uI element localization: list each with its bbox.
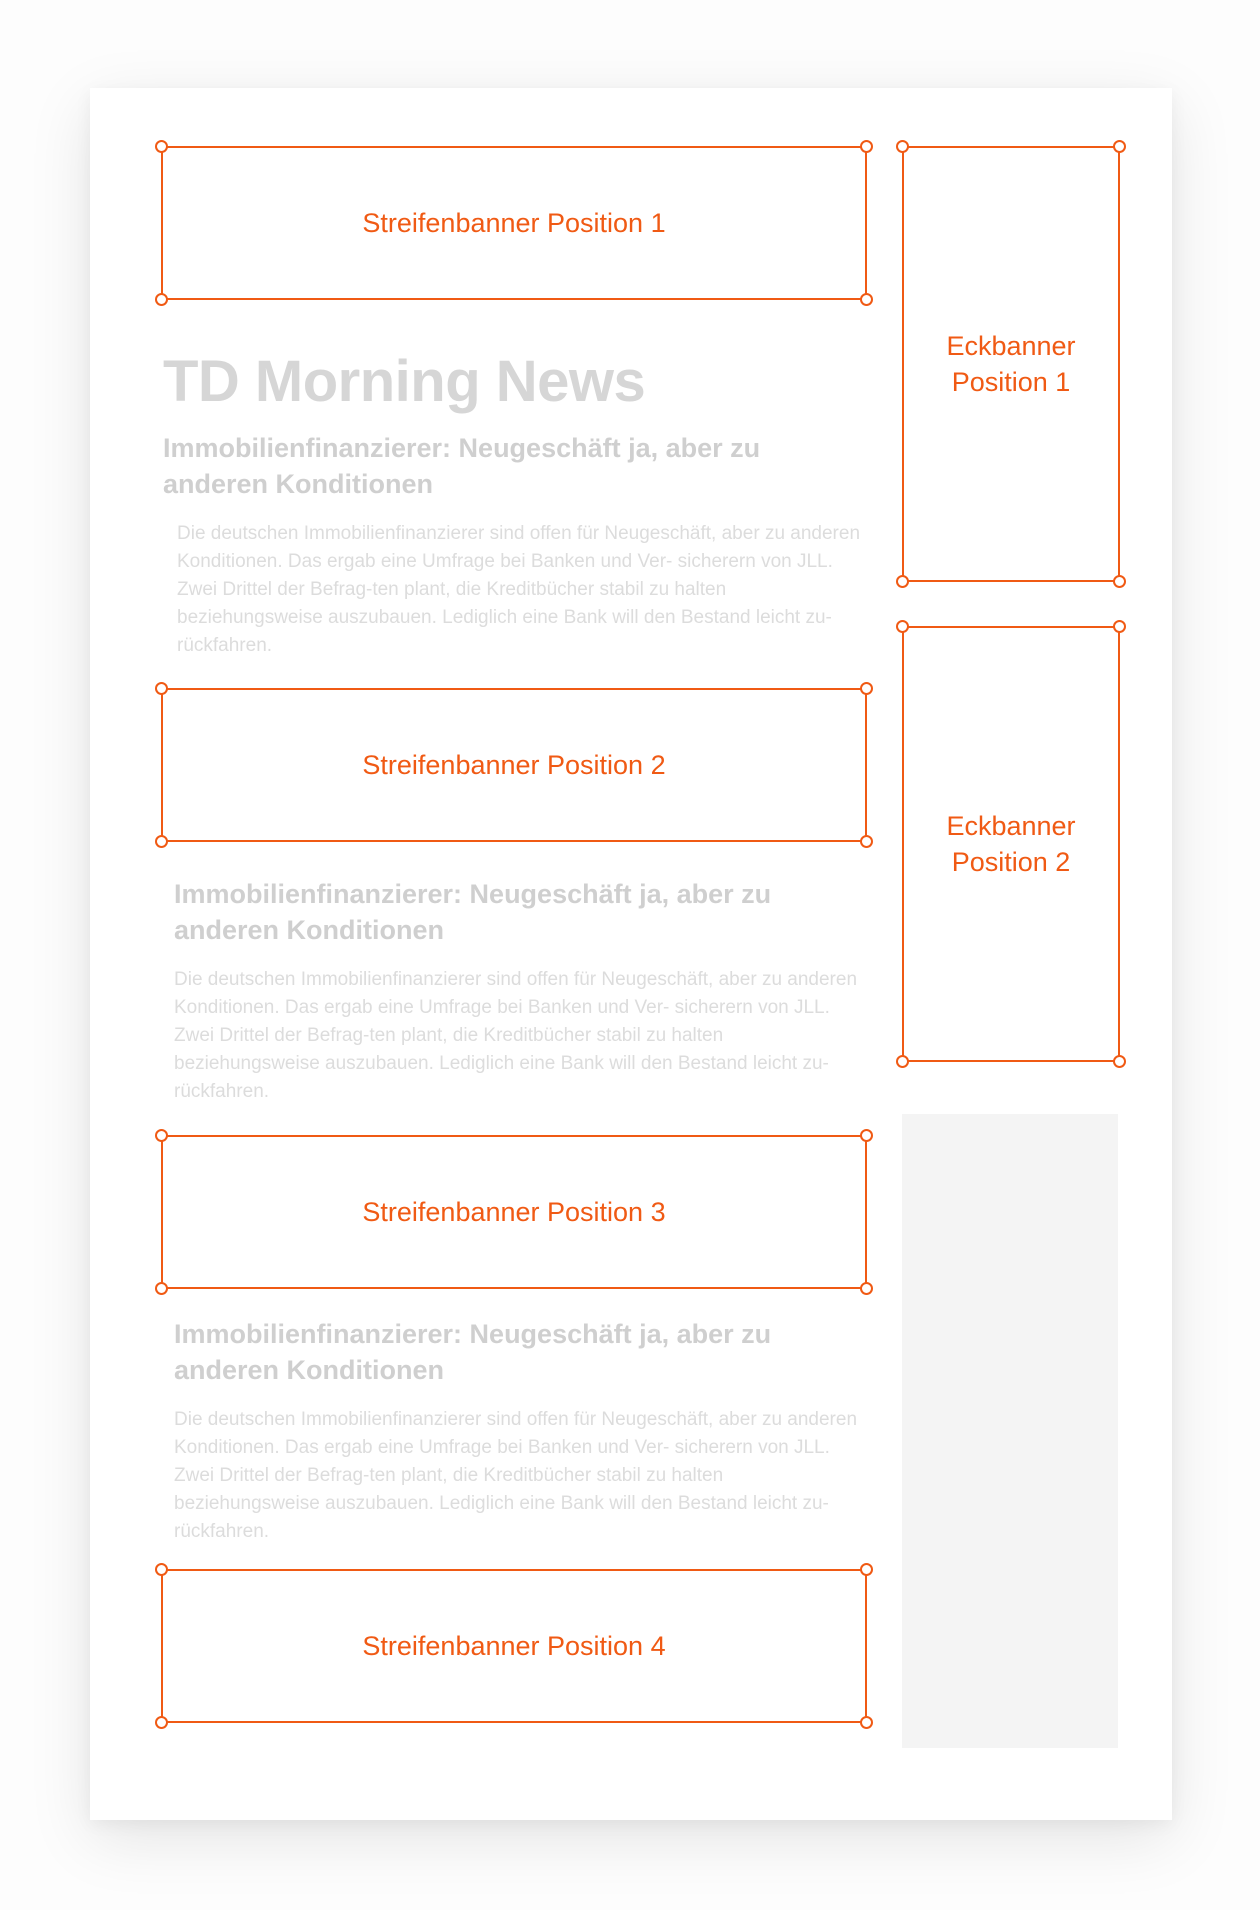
resize-handle[interactable]	[860, 682, 873, 695]
strip-banner-label: Streifenbanner Position 2	[362, 750, 666, 780]
resize-handle[interactable]	[155, 1716, 168, 1729]
body-line: den Bestand leicht zu-rückfahren.	[174, 1493, 829, 1542]
article-3	[174, 1316, 874, 1546]
body-line: Die deutschen Immobilienfinanzierer sind offen für Neugeschäft, aber	[174, 969, 757, 990]
strip-banner-label: Streifenbanner Position 4	[362, 1631, 666, 1661]
resize-handle[interactable]	[860, 140, 873, 153]
article-headline	[163, 430, 863, 502]
strip-banner-3[interactable]	[161, 1135, 867, 1289]
headline-line: anderen Konditionen	[163, 469, 433, 499]
body-line: sicherern von JLL. Zwei Drittel der Befrag-ten plant, die Kreditbücher	[174, 997, 830, 1046]
headline-line: Immobilienfinanzierer: Neugeschäft ja, aber zu	[174, 879, 772, 909]
strip-banner-2[interactable]	[161, 688, 867, 842]
body-line: zu anderen Konditionen. Das ergab eine Umfrage bei Banken und Ver-	[174, 969, 858, 1018]
empty-banner-slot	[902, 1114, 1118, 1748]
body-line: stabil zu halten beziehungsweise auszubauen. Lediglich eine Bank will	[174, 1025, 724, 1074]
body-line: stabil zu halten beziehungsweise auszubauen. Lediglich eine Bank will	[174, 1465, 724, 1514]
resize-handle[interactable]	[155, 1282, 168, 1295]
corner-banner-label-line2: Position 1	[951, 367, 1071, 397]
article-body	[174, 966, 874, 1106]
body-line: stabil zu halten beziehungsweise auszubauen. Lediglich eine Bank will	[177, 579, 727, 628]
resize-handle[interactable]	[860, 835, 873, 848]
body-line: zu anderen Konditionen. Das ergab eine Umfrage bei Banken und Ver-	[177, 523, 861, 572]
newsletter-page	[90, 88, 1172, 1820]
resize-handle[interactable]	[1113, 620, 1126, 633]
strip-banner-label: Streifenbanner Position 1	[362, 208, 666, 238]
strip-banner-4[interactable]	[161, 1569, 867, 1723]
resize-handle[interactable]	[896, 620, 909, 633]
corner-banner-1[interactable]	[902, 146, 1120, 582]
strip-banner-label: Streifenbanner Position 3	[362, 1197, 666, 1227]
resize-handle[interactable]	[1113, 1055, 1126, 1068]
resize-handle[interactable]	[155, 682, 168, 695]
article-headline	[174, 1316, 874, 1388]
resize-handle[interactable]	[860, 1282, 873, 1295]
corner-banner-label-line1: Eckbanner	[946, 811, 1076, 841]
resize-handle[interactable]	[896, 575, 909, 588]
body-line: sicherern von JLL. Zwei Drittel der Befrag-ten plant, die Kreditbücher	[177, 551, 833, 600]
body-line: den Bestand leicht zu-rückfahren.	[177, 607, 832, 656]
corner-banner-label-line1: Eckbanner	[946, 331, 1076, 361]
article-body	[177, 520, 863, 660]
corner-banner-label-line2: Position 2	[951, 847, 1071, 877]
corner-banner-2[interactable]	[902, 626, 1120, 1062]
page-title: TD Morning News	[163, 349, 646, 414]
article-body	[174, 1406, 874, 1546]
body-line: zu anderen Konditionen. Das ergab eine Umfrage bei Banken und Ver-	[174, 1409, 858, 1458]
headline-line: anderen Konditionen	[174, 915, 444, 945]
resize-handle[interactable]	[860, 1129, 873, 1142]
corner-banner-label	[931, 808, 1091, 880]
resize-handle[interactable]	[860, 1716, 873, 1729]
resize-handle[interactable]	[155, 140, 168, 153]
resize-handle[interactable]	[155, 1129, 168, 1142]
resize-handle[interactable]	[896, 1055, 909, 1068]
strip-banner-1[interactable]	[161, 146, 867, 300]
resize-handle[interactable]	[1113, 140, 1126, 153]
headline-line: Immobilienfinanzierer: Neugeschäft ja, aber zu	[174, 1319, 772, 1349]
resize-handle[interactable]	[155, 1563, 168, 1576]
article-headline	[174, 876, 874, 948]
article-2	[174, 876, 874, 1106]
article-1	[163, 430, 863, 660]
resize-handle[interactable]	[860, 1563, 873, 1576]
headline-line: anderen Konditionen	[174, 1355, 444, 1385]
body-line: Die deutschen Immobilienfinanzierer sind offen für Neugeschäft, aber	[177, 523, 760, 544]
body-line: Die deutschen Immobilienfinanzierer sind offen für Neugeschäft, aber	[174, 1409, 757, 1430]
headline-line: Immobilienfinanzierer: Neugeschäft ja, aber zu	[163, 433, 761, 463]
resize-handle[interactable]	[1113, 575, 1126, 588]
resize-handle[interactable]	[155, 293, 168, 306]
body-line: sicherern von JLL. Zwei Drittel der Befrag-ten plant, die Kreditbücher	[174, 1437, 830, 1486]
corner-banner-label	[931, 328, 1091, 400]
body-line: den Bestand leicht zu-rückfahren.	[174, 1053, 829, 1102]
resize-handle[interactable]	[896, 140, 909, 153]
resize-handle[interactable]	[155, 835, 168, 848]
resize-handle[interactable]	[860, 293, 873, 306]
